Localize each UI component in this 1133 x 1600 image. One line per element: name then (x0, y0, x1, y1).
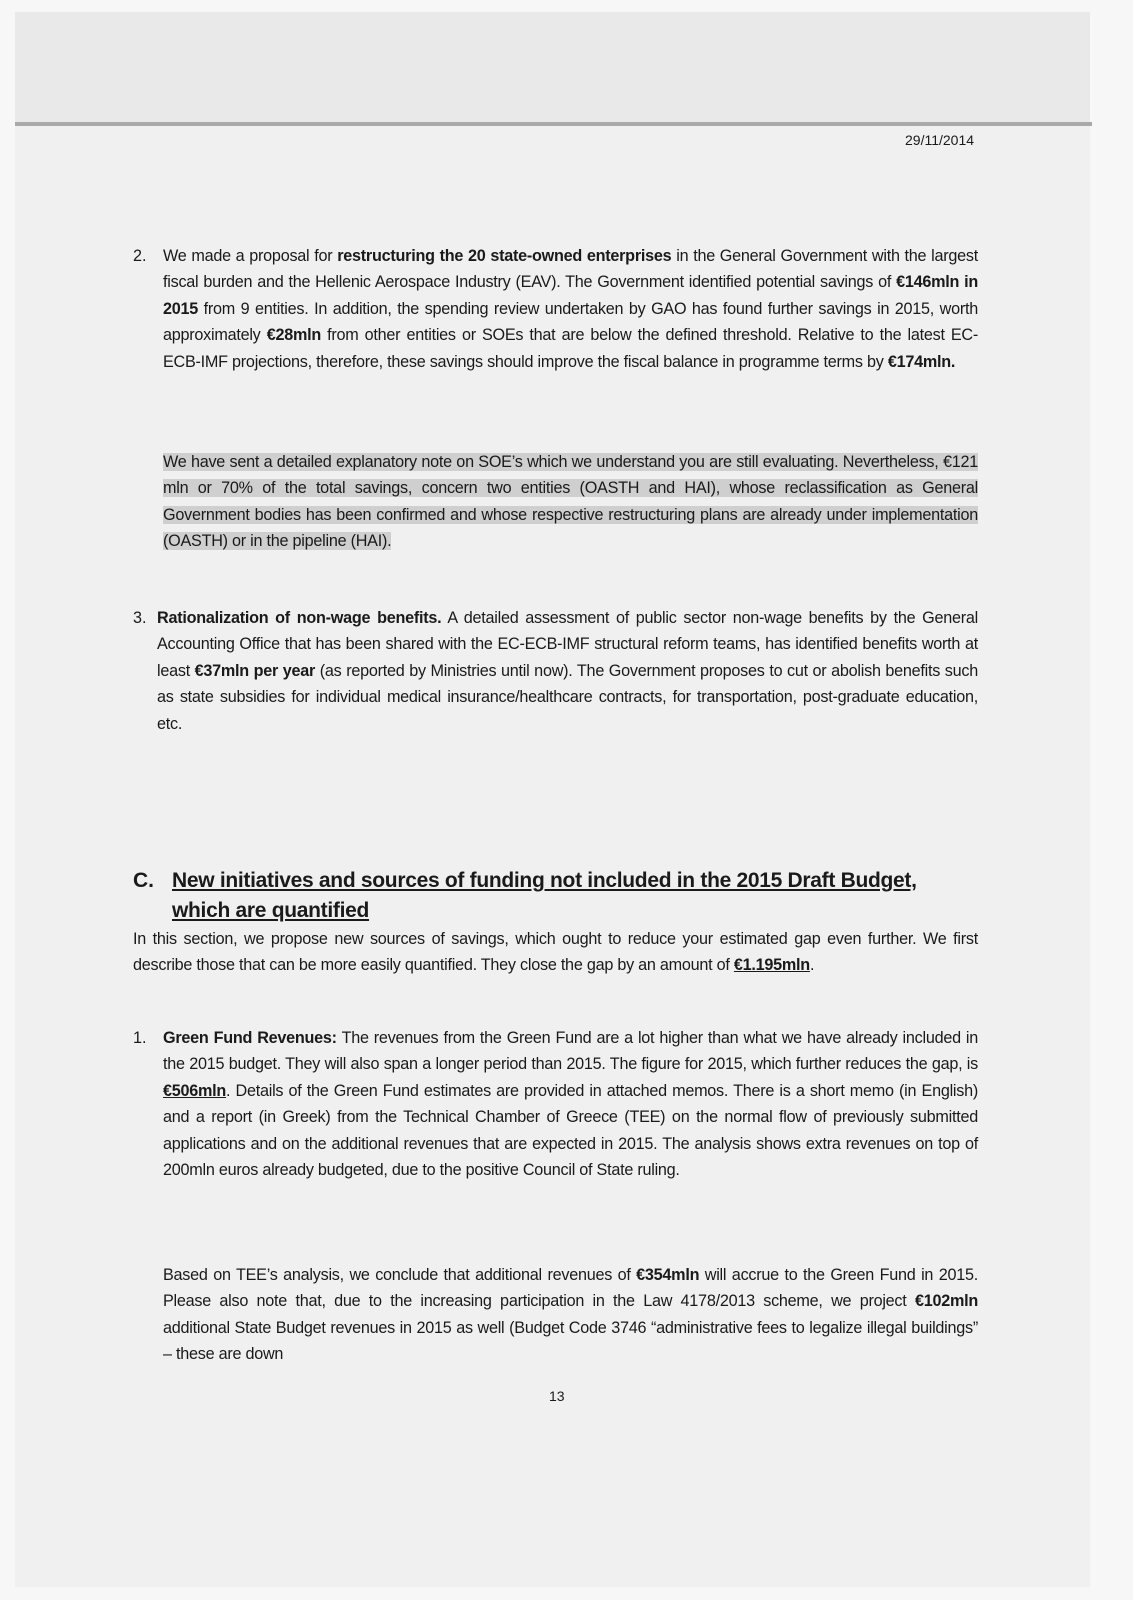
bold-text: €28mln (266, 326, 321, 345)
paragraph-tee-analysis (163, 1262, 978, 1368)
bold-text: €102mln (914, 1292, 978, 1311)
section-intro (133, 926, 978, 979)
list-marker: 3. (133, 609, 147, 627)
list-marker: 2. (133, 247, 147, 265)
text: from 9 entities. In addition, the spending review undertaken by GAO has found further savings in 2015, worth approximately (163, 299, 978, 345)
highlighted-note (163, 449, 978, 555)
header-rule (15, 122, 1092, 126)
text: additional State Budget revenues in 2015 as well (Budget Code 3746 “administrative fees to legalize illegal buildings” – these are down (163, 1318, 978, 1364)
text: The revenues from the Green Fund are a lot higher than what we have already included in the 2015 budget. They will also span a longer period than 2015. The figure for 2015, which further reduces the gap, is (163, 1029, 979, 1074)
list-marker: 1. (133, 1029, 147, 1047)
bold-underlined-text: €506mln (163, 1081, 227, 1100)
text: will accrue to the Green Fund in 2015. Please also note that, due to the increasing participation in the Law 4178/2013 scheme, we project (163, 1266, 978, 1311)
text: (as reported by Ministries until now). The Government proposes to cut or abolish benefits such as state subsidies for individual medical insurance/healthcare contracts, for transportation, post-graduate education, etc. (157, 661, 978, 733)
section-marker: C. (133, 869, 154, 892)
paragraph-soe-restructuring (163, 243, 978, 375)
bold-text: Rationalization of non-wage benefits. (157, 609, 442, 627)
text: In this section, we propose new sources of savings, which ought to reduce your estimated gap even further. We first describe those that can be more easily quantified. They close the gap by an amount of (133, 930, 978, 975)
section-heading: New initiatives and sources of funding not included in the 2015 Draft Budget, which are quantified (172, 869, 917, 922)
bold-text: €174mln. (887, 352, 956, 371)
text: . (809, 956, 815, 975)
highlighted-text: We have sent a detailed explanatory note on SOE’s which we understand you are still evaluating. Nevertheless, €121 mln or 70% of the total savings, concern two entities (OASTH and HAI), whose reclassification as General Government bodies has been confirmed and whose respective restructuring plans are already under implementation (OASTH) or in the pipeline (HAI). (163, 453, 978, 551)
bold-text: €37mln per year (194, 661, 316, 680)
page-number: 13 (549, 1388, 565, 1404)
bold-text: €354mln (636, 1266, 700, 1284)
paragraph-non-wage-benefits (157, 605, 978, 737)
bold-text: €146mln in 2015 (163, 273, 978, 318)
text: . Details of the Green Fund estimates are provided in attached memos. There is a short memo (in English) and a report (in Greek) from the Technical Chamber of Greece (TEE) on the normal flow of previously submitted applications and on the additional revenues that are expected in 2015. The analysis shows extra revenues on top of 200mln euros already budgeted, due to the positive Council of State ruling. (163, 1081, 978, 1180)
bold-text: Green Fund Revenues: (163, 1029, 337, 1047)
text: in the General Government with the largest fiscal burden and the Hellenic Aerospace Industry (EAV). The Government identified potential savings of (163, 247, 978, 292)
text: A detailed assessment of public sector non-wage benefits by the General Accounting Office that has been shared with the EC-ECB-IMF structural reform teams, has identified benefits worth at least (157, 609, 978, 680)
bold-underlined-text: €1.195mln (733, 956, 810, 975)
document-date: 29/11/2014 (905, 132, 975, 148)
text: from other entities or SOEs that are below the defined threshold. Relative to the latest EC-ECB-IMF projections, therefore, these savings should improve the fiscal balance in programme terms by (163, 326, 978, 371)
paragraph-green-fund (163, 1025, 978, 1183)
text: Based on TEE’s analysis, we conclude that additional revenues of (163, 1266, 637, 1284)
bold-text: restructuring the 20 state-owned enterprises (337, 247, 672, 265)
text: We made a proposal for (163, 247, 338, 265)
header-band (15, 12, 1090, 122)
